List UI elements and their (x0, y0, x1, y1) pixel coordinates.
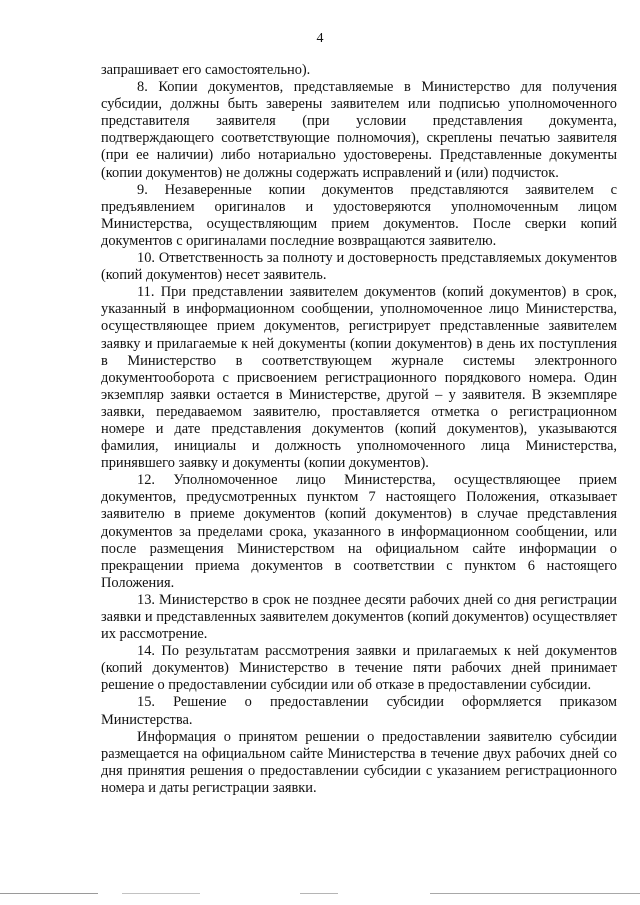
scan-edge-line (122, 893, 200, 894)
paragraph-15: 15. Решение о предоставлении субсидии оформляется приказом Министерства. (101, 694, 617, 728)
paragraph-9: 9. Незаверенные копии документов представляются заявителем с предъявлением оригиналов и удостоверяются уполномоченным лицом Министерства, осуществляющим прием документов. После сверки копий документов с оригиналами последние возвращаются заявителю. (101, 181, 617, 249)
paragraph-11: 11. При представлении заявителем документов (копий документов) в срок, указанный в информационном сообщении, уполномоченное лицо Министерства, осуществляющее прием документов, регистрирует представленные заявителем заявку и прилагаемые к ней документы (копии документов) в день их поступления в Министерство в соответствующем журнале системы электронного документооборота с присвоением регистрационного порядкового номера. Один экземпляр заявки остается в Министерстве, другой – у заявителя. В экземпляре заявки, передаваемом заявителю, проставляется отметка о регистрационном номере и дате представления документов (копий документов), указываются фамилия, инициалы и должность уполномоченного лица Министерства, принявшего заявку и документы (копии документов). (101, 284, 617, 472)
paragraph-decision-info: Информация о принятом решении о предоставлении заявителю субсидии размещается на официальном сайте Министерства в течение двух рабочих дней со дня принятия решения о предоставлении субсидии с указанием регистрационного номера и даты регистрации заявки. (101, 728, 617, 796)
paragraph-12: 12. Уполномоченное лицо Министерства, осуществляющее прием документов, предусмотренных пунктом 7 настоящего Положения, отказывает заявителю в приеме документов (копий документов) в случае представления документов за пределами срока, указанного в информационном сообщении, или после размещения Министерством на официальном сайте информации о прекращении приема документов в соответствии с пунктом 6 настоящего Положения. (101, 472, 617, 591)
paragraph-continuation: запрашивает его самостоятельно). (101, 62, 311, 78)
scan-edge-line (300, 893, 338, 894)
page-number: 4 (316, 31, 324, 46)
scan-edge-line (430, 893, 640, 894)
paragraph-13: 13. Министерство в срок не позднее десяти рабочих дней со дня регистрации заявки и представленных заявителем документов (копий документов) осуществляет их рассмотрение. (101, 591, 617, 643)
paragraph-10: 10. Ответственность за полноту и достоверность представляемых документов (копий документов) несет заявитель. (101, 250, 617, 284)
document-body (101, 62, 617, 797)
paragraph-14: 14. По результатам рассмотрения заявки и прилагаемых к ней документов (копий документов) Министерство в течение пяти рабочих дней принимает решение о предоставлении субсидии или об отказе в предоставлении субсидии. (101, 643, 617, 694)
paragraph-8: 8. Копии документов, представляемые в Министерство для получения субсидии, должны быть заверены заявителем или подписью уполномоченного представителя заявителя (при условии представления документа, подтверждающего соответствующие полномочия), скреплены печатью заявителя (при ее наличии) либо нотариально удостоверены. Представленные документы (копии документов) не должны содержать исправлений и (или) подчисток. (101, 79, 617, 181)
scan-edge-line (0, 893, 98, 894)
